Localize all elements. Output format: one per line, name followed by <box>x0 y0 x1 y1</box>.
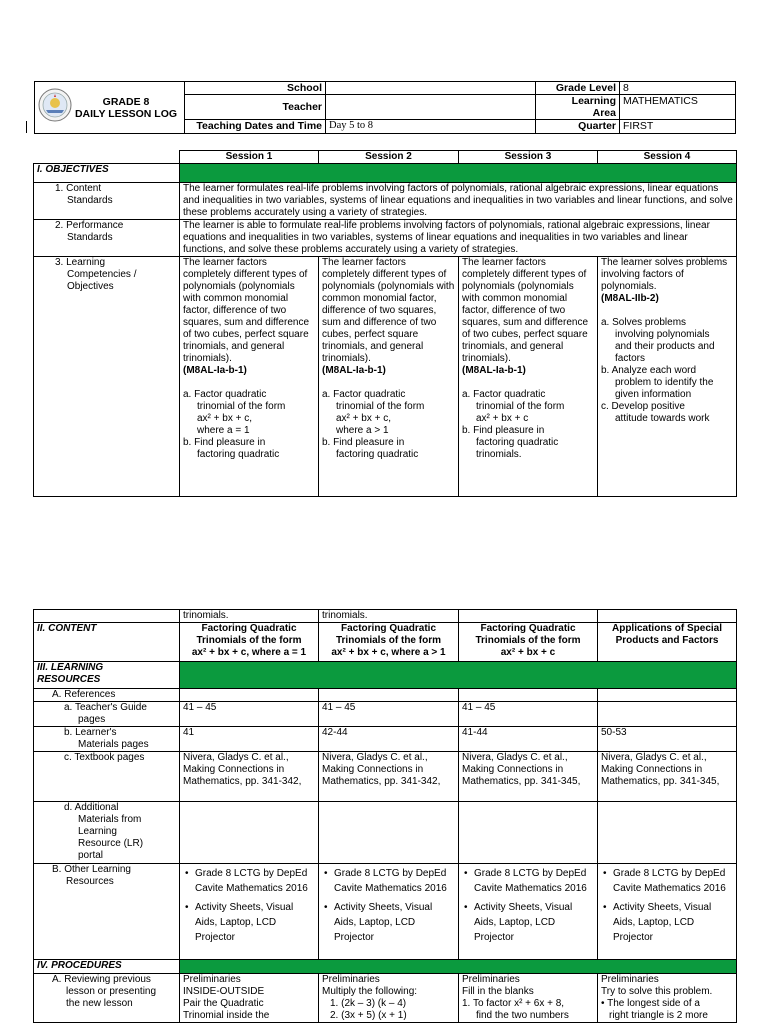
s4-competency-code: (M8AL-IIb-2) <box>601 293 659 304</box>
tg-pages-s1: 41 – 45 <box>180 702 319 727</box>
textbook-pages-s2: Nivera, Gladys C. et al., Making Connections in Mathematics, pp. 341-342, <box>319 752 459 802</box>
resources-heading-2: RESOURCES <box>37 674 101 685</box>
s4-competency-text: The learner solves problems involving factors of polynomials. <box>601 257 728 292</box>
review-session-4 <box>598 974 737 1023</box>
session-3-header: Session 3 <box>459 151 598 164</box>
additional-materials-label-5: portal <box>78 850 104 861</box>
review-label-3: the new lesson <box>66 998 133 1009</box>
dates-label: Teaching Dates and Time <box>185 120 326 134</box>
log-title-line1: GRADE 8 <box>102 95 150 108</box>
s1-competency-code: (M8AL-Ia-b-1) <box>183 365 247 376</box>
tg-pages-label-1: a. Teacher's Guide <box>64 702 147 713</box>
review-s2-line4: 2. (3x + 5) (x + 1) <box>330 1010 407 1021</box>
performance-standards-label-2: Standards <box>67 232 113 243</box>
quarter-label: Quarter <box>536 120 620 134</box>
s4-objective-b-2: problem to identify the <box>615 377 714 388</box>
s2-objective-b-2: factoring quadratic <box>336 449 419 460</box>
review-label-2: lesson or presenting <box>66 986 157 997</box>
resources-heading <box>34 662 180 689</box>
resource-item: • Activity Sheets, Visual Aids, Laptop, LCD Projector <box>334 900 455 945</box>
s2-objective-a-4: where a > 1 <box>336 425 389 436</box>
content-standards-text: The learner formulates real-life problems involving factors of polynomials, rational algebraic expressions, linear equations and inequalities in two variables, systems of linear equations and inequalities in two variables and linear functions, and solve these problems accurately using a variety of strategies. <box>180 183 737 220</box>
review-s3-line4: find the two numbers <box>476 1010 569 1021</box>
review-session-1 <box>180 974 319 1023</box>
s2-objective-a-2: trinomial of the form <box>336 401 425 412</box>
content-s3-line1: Factoring Quadratic <box>480 623 576 634</box>
competencies-session-3 <box>459 257 598 497</box>
s2-competency-code: (M8AL-Ia-b-1) <box>322 365 386 376</box>
resource-item: • Grade 8 LCTG by DepEd Cavite Mathematics 2016 <box>195 866 315 896</box>
session-4-header: Session 4 <box>598 151 737 164</box>
review-label-1: A. Reviewing previous <box>52 974 151 985</box>
tg-pages-label-2: pages <box>78 714 106 725</box>
header-table <box>34 81 736 134</box>
s3-objective-b-2: factoring quadratic <box>476 437 559 448</box>
review-s1-line2: INSIDE-OUTSIDE <box>183 986 265 997</box>
content-session-1 <box>180 623 319 662</box>
other-resources-label-1: B. Other Learning <box>52 864 131 875</box>
additional-materials-label-1: d. Additional <box>64 802 119 813</box>
s1-objective-a-4: where a = 1 <box>197 425 250 436</box>
competencies-label <box>34 257 180 497</box>
grade-level-label: Grade Level <box>536 82 620 95</box>
s4-objective-a-2: involving polynomials <box>615 329 710 340</box>
learning-area-value[interactable]: MATHEMATICS <box>620 95 736 120</box>
learning-area-label <box>536 95 620 120</box>
s1-continued-text: trinomials. <box>180 610 319 623</box>
grade-level-value[interactable]: 8 <box>620 82 736 95</box>
s1-objective-a: a. Factor quadratic <box>183 389 267 400</box>
review-s2-line1: Preliminaries <box>322 974 380 985</box>
lm-pages-label-2: Materials pages <box>78 739 149 750</box>
other-resources-s4 <box>598 864 737 960</box>
content-standards-label-2: Standards <box>67 195 113 206</box>
resource-item: • Grade 8 LCTG by DepEd Cavite Mathematics 2016 <box>334 866 455 896</box>
content-s2-line3: ax² + bx + c, where a > 1 <box>331 647 446 658</box>
lm-pages-s1: 41 <box>180 727 319 752</box>
tg-pages-s2: 41 – 45 <box>319 702 459 727</box>
s1-objective-a-3: ax² + bx + c, <box>197 413 253 424</box>
other-resources-s2 <box>319 864 459 960</box>
performance-standards-text: The learner is able to formulate real-life problems involving factors of polynomials, rational algebraic expressions, linear equations and inequalities in two variables, systems of linear equations and inequalities in two variables and linear functions, and solve these problems accurately using a variety of strategies. <box>180 220 737 257</box>
additional-materials-label-3: Learning <box>78 826 117 837</box>
s3-competency-code: (M8AL-Ia-b-1) <box>462 365 526 376</box>
text-cursor <box>26 121 27 133</box>
objectives-heading: I. OBJECTIVES <box>34 164 180 183</box>
content-s2-line1: Factoring Quadratic <box>340 623 436 634</box>
s4-objective-c-2: attitude towards work <box>615 413 710 424</box>
lm-pages-label <box>34 727 180 752</box>
content-s1-line1: Factoring Quadratic <box>201 623 297 634</box>
additional-materials-label <box>34 802 180 864</box>
review-s1-line3: Pair the Quadratic <box>183 998 264 1009</box>
content-s3-line2: Trinomials of the form <box>475 635 581 646</box>
teacher-value[interactable] <box>326 95 536 120</box>
references-label: A. References <box>34 689 180 702</box>
review-s2-line2: Multiply the following: <box>322 986 418 997</box>
resources-green-bar <box>180 662 737 689</box>
competencies-label-2: Competencies / <box>67 269 137 280</box>
review-s4-line3: • The longest side of a <box>601 998 700 1009</box>
resources-heading-1: III. LEARNING <box>37 662 104 673</box>
resource-item: • Grade 8 LCTG by DepEd Cavite Mathematics 2016 <box>474 866 594 896</box>
review-lesson-label <box>34 974 180 1023</box>
procedures-heading: IV. PROCEDURES <box>34 960 180 974</box>
competencies-session-2 <box>319 257 459 497</box>
review-s1-line1: Preliminaries <box>183 974 241 985</box>
content-session-4 <box>598 623 737 662</box>
textbook-pages-label: c. Textbook pages <box>34 752 180 802</box>
s1-objective-b-2: factoring quadratic <box>197 449 280 460</box>
school-value[interactable] <box>326 82 536 95</box>
teacher-label: Teacher <box>185 95 326 120</box>
log-title-line2: DAILY LESSON LOG <box>74 107 178 120</box>
s4-objective-c: c. Develop positive <box>601 401 685 412</box>
content-s1-line3: ax² + bx + c, where a = 1 <box>191 647 307 658</box>
content-s4-line1: Applications of Special <box>611 623 723 634</box>
lm-pages-s2: 42-44 <box>319 727 459 752</box>
s1-competency-text: The learner factors completely different types of polynomials (polynomials with common monomial factor, difference of two squares, sum and difference of two cubes, perfect square trinomials, and general trinomials). <box>183 257 310 364</box>
s3-competency-text: The learner factors completely different types of polynomials (polynomials with common monomial factor, difference of two squares, sum and difference of two cubes, perfect square trinomials, and general trinomials). <box>462 257 589 364</box>
s2-continued-text: trinomials. <box>319 610 459 623</box>
learning-area-label-line2: Area <box>592 107 616 119</box>
s3-objective-a-2: trinomial of the form <box>476 401 565 412</box>
content-session-3 <box>459 623 598 662</box>
other-resources-label <box>34 864 180 960</box>
content-session-2 <box>319 623 459 662</box>
review-s3-line3: 1. To factor x² + 6x + 8, <box>462 998 565 1009</box>
s4-objective-b: b. Analyze each word <box>601 365 697 376</box>
objectives-green-bar <box>180 164 737 183</box>
s4-objective-a: a. Solves problems <box>601 317 687 328</box>
textbook-pages-s1: Nivera, Gladys C. et al., Making Connections in Mathematics, pp. 341-342, <box>180 752 319 802</box>
other-resources-s3 <box>459 864 598 960</box>
additional-materials-label-4: Resource (LR) <box>78 838 144 849</box>
lm-pages-s3: 41-44 <box>459 727 598 752</box>
s3-objective-a-3: ax² + bx + c <box>476 413 529 424</box>
s1-objective-a-2: trinomial of the form <box>197 401 286 412</box>
review-s2-line3: 1. (2k – 3) (k – 4) <box>330 998 407 1009</box>
review-s4-line4: right triangle is 2 more <box>609 1010 708 1021</box>
s4-objective-b-3: given information <box>615 389 692 400</box>
review-s3-line2: Fill in the blanks <box>462 986 534 997</box>
content-s4-line2: Products and Factors <box>615 635 719 646</box>
session-2-header: Session 2 <box>319 151 459 164</box>
lm-pages-s4: 50-53 <box>598 727 737 752</box>
review-s3-line1: Preliminaries <box>462 974 520 985</box>
resource-item: • Activity Sheets, Visual Aids, Laptop, LCD Projector <box>195 900 315 945</box>
competencies-label-3: Objectives <box>67 281 114 292</box>
content-s1-line2: Trinomials of the form <box>196 635 302 646</box>
dates-value[interactable]: Day 5 to 8 <box>326 120 536 134</box>
s4-objective-a-4: factors <box>615 353 646 364</box>
s2-objective-a: a. Factor quadratic <box>322 389 406 400</box>
competencies-session-4 <box>598 257 737 497</box>
performance-standards-label-1: 2. Performance <box>55 220 124 231</box>
log-title-cell <box>35 82 185 134</box>
textbook-pages-s3: Nivera, Gladys C. et al., Making Connections in Mathematics, pp. 341-345, <box>459 752 598 802</box>
s3-objective-b-3: trinomials. <box>476 449 522 460</box>
tg-pages-s3: 41 – 45 <box>459 702 598 727</box>
other-resources-label-2: Resources <box>66 876 114 887</box>
content-s2-line2: Trinomials of the form <box>335 635 441 646</box>
resource-item: • Activity Sheets, Visual Aids, Laptop, LCD Projector <box>474 900 594 945</box>
tg-pages-s4 <box>598 702 737 727</box>
s1-objective-b: b. Find pleasure in <box>183 437 266 448</box>
session-1-header: Session 1 <box>180 151 319 164</box>
school-label: School <box>185 82 326 95</box>
additional-materials-label-2: Materials from <box>78 814 142 825</box>
review-s1-line4: Trinomial inside the <box>183 1010 270 1021</box>
review-session-3 <box>459 974 598 1023</box>
content-s3-line3: ax² + bx + c <box>500 647 556 658</box>
s2-objective-a-3: ax² + bx + c, <box>336 413 392 424</box>
s3-objective-b: b. Find pleasure in <box>462 425 545 436</box>
s2-competency-text: The learner factors completely different types of polynomials (polynomials with common monomial factor, difference of two squares, sum and difference of two cubes, perfect square trinomials, and general trinomials). <box>322 257 455 364</box>
other-resources-s1 <box>180 864 319 960</box>
learning-area-label-line1: Learning <box>571 95 616 107</box>
s4-objective-a-3: and their products and <box>615 341 715 352</box>
procedures-green-bar <box>180 960 737 974</box>
s3-objective-a: a. Factor quadratic <box>462 389 546 400</box>
performance-standards-label <box>34 220 180 257</box>
s2-objective-b: b. Find pleasure in <box>322 437 405 448</box>
content-standards-label <box>34 183 180 220</box>
content-heading: II. CONTENT <box>34 623 180 662</box>
textbook-pages-s4: Nivera, Gladys C. et al., Making Connections in Mathematics, pp. 341-345, <box>598 752 737 802</box>
competencies-session-1 <box>180 257 319 497</box>
review-session-2 <box>319 974 459 1023</box>
quarter-value[interactable]: FIRST <box>620 120 736 134</box>
review-s4-line1: Preliminaries <box>601 974 659 985</box>
tg-pages-label <box>34 702 180 727</box>
objectives-table <box>33 150 737 497</box>
review-s4-line2: Try to solve this problem. <box>601 986 713 997</box>
competencies-label-1: 3. Learning <box>55 257 106 268</box>
content-resources-table <box>33 609 737 1023</box>
content-standards-label-1: 1. Content <box>55 183 102 194</box>
lm-pages-label-1: b. Learner's <box>64 727 117 738</box>
resource-item: • Activity Sheets, Visual Aids, Laptop, LCD Projector <box>613 900 733 945</box>
resource-item: • Grade 8 LCTG by DepEd Cavite Mathematics 2016 <box>613 866 733 896</box>
